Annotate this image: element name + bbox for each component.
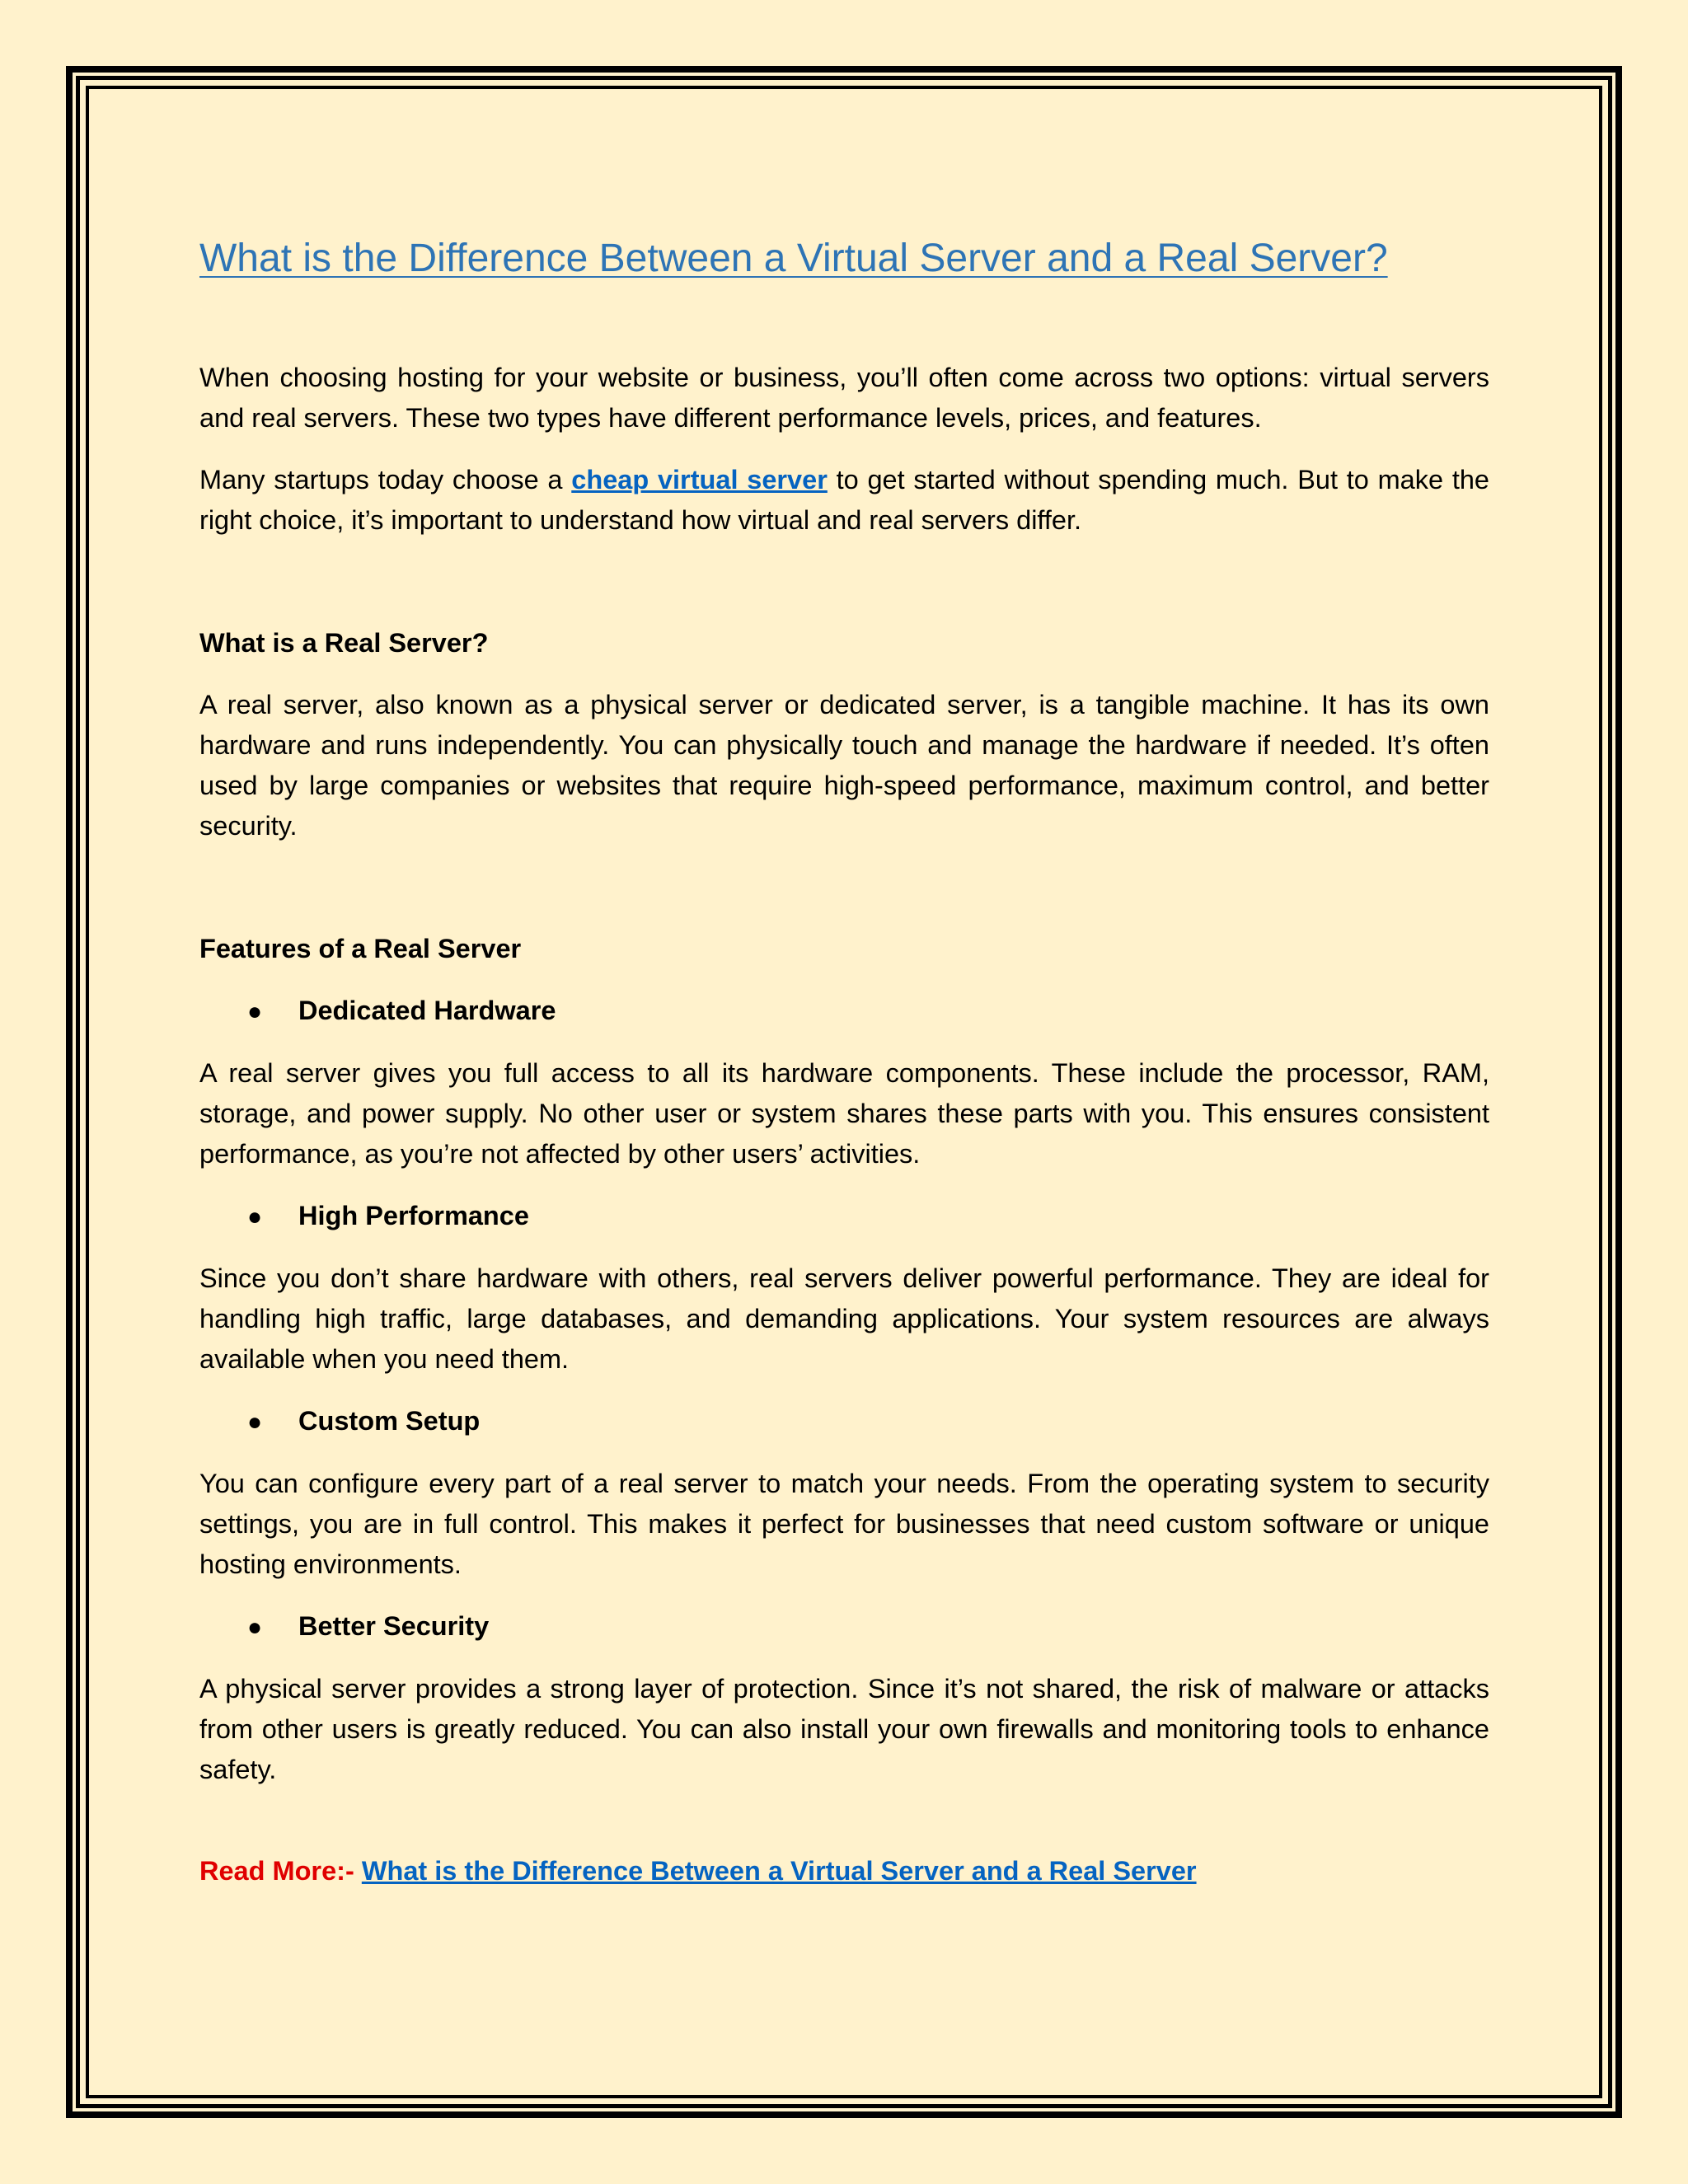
read-more-line xyxy=(199,1851,1489,1891)
feature-title: Better Security xyxy=(298,1611,490,1641)
read-more-link[interactable]: What is the Difference Between a Virtual Server and a Real Server xyxy=(361,1856,1197,1886)
feature-bullet-dedicated-hardware xyxy=(199,991,1489,1032)
bullet-dot-icon: ● xyxy=(247,1408,263,1436)
real-server-paragraph: A real server, also known as a physical server or dedicated server, is a tangible machine. It has its own hardware and runs independently. You can physically touch and manage the hardware if needed. It’s often used by large companies or websites that require high-speed performance, maximum control, and better security. xyxy=(199,690,1489,841)
intro-paragraph: When choosing hosting for your website or business, you’ll often come across two options: virtual servers and real servers. These two types have different performance levels, prices, and features. xyxy=(199,363,1489,433)
read-more-label: Read More:- xyxy=(199,1856,354,1886)
bullet-dot-icon: ● xyxy=(247,1614,263,1641)
section-spacer xyxy=(199,562,1489,623)
bullet-dot-icon: ● xyxy=(247,1203,263,1230)
feature-text: A real server gives you full access to all its hardware components. These include the processor, RAM, storage, and power supply. No other user or system shares these parts with you. This ensures consistent performance, as you’re not affected by other users’ activities. xyxy=(199,1058,1489,1169)
feature-title: High Performance xyxy=(298,1201,529,1230)
startup-text-before: Many startups today choose a xyxy=(199,465,572,494)
feature-title: Dedicated Hardware xyxy=(298,996,556,1025)
feature-bullet-better-security xyxy=(199,1606,1489,1647)
article-body xyxy=(199,229,1489,1891)
bullet-dot-icon: ● xyxy=(247,998,263,1025)
feature-title: Custom Setup xyxy=(298,1406,481,1436)
startup-paragraph xyxy=(199,460,1489,541)
real-server-heading: What is a Real Server? xyxy=(199,628,489,658)
page-title[interactable]: What is the Difference Between a Virtual Server and a Real Server? xyxy=(199,237,1388,280)
feature-text: A physical server provides a strong layer of protection. Since it’s not shared, the risk of malware or attacks from other users is greatly reduced. You can also install your own firewalls and monitoring tools to enhance safety. xyxy=(199,1674,1489,1784)
feature-text: You can configure every part of a real server to match your needs. From the operating system to security settings, you are in full control. This makes it perfect for businesses that need custom software or unique hosting environments. xyxy=(199,1469,1489,1579)
cheap-virtual-server-link[interactable]: cheap virtual server xyxy=(571,465,828,494)
startup-text-after: to get started without spending much. But to make the right choice, it’s important to understand how virtual and real servers differ. xyxy=(199,465,1490,535)
feature-text: Since you don’t share hardware with others, real servers deliver powerful performance. They are ideal for handling high traffic, large databases, and demanding applications. Your system resources are always available when you need them. xyxy=(199,1263,1489,1374)
feature-bullet-custom-setup xyxy=(199,1401,1489,1442)
features-heading: Features of a Real Server xyxy=(199,934,522,963)
feature-bullet-high-performance xyxy=(199,1196,1489,1237)
section-spacer xyxy=(199,868,1489,929)
